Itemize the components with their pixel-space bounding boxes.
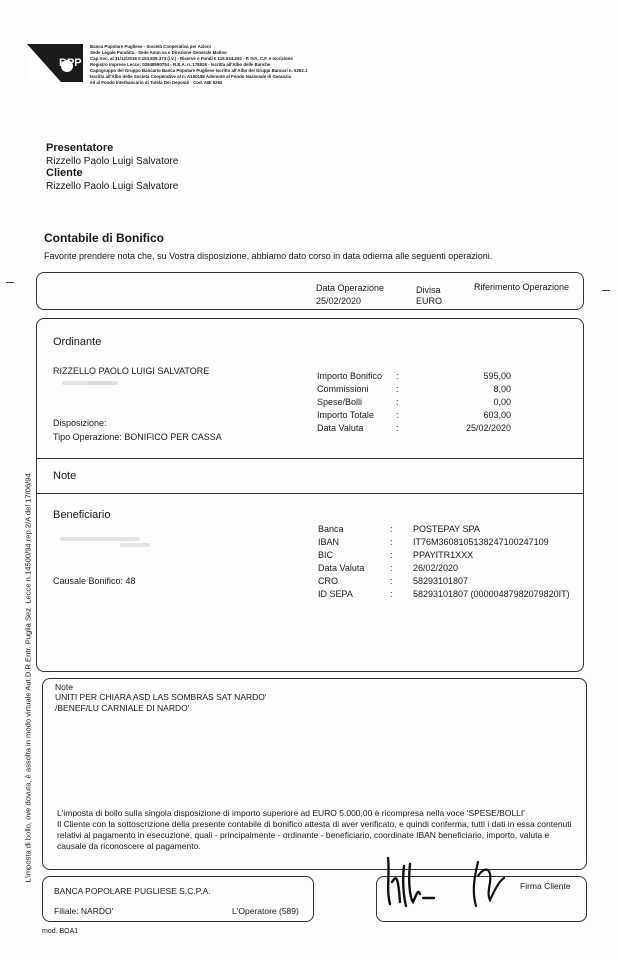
colon-separator: :	[396, 397, 399, 407]
presentatore-name: Rizzello Paolo Luigi Salvatore	[46, 156, 179, 167]
detail-label: Banca	[318, 524, 344, 534]
note-box-label: Note	[55, 682, 73, 692]
amount-value: 8,00	[493, 384, 511, 394]
ordinante-name: RIZZELLO PAOLO LUIGI SALVATORE	[53, 366, 210, 376]
amount-label: Commissioni	[317, 384, 369, 394]
colon-separator: :	[390, 537, 393, 547]
amount-label: Spese/Bolli	[317, 397, 363, 407]
data-operazione-value: 25/02/2020	[316, 296, 362, 306]
note-label: Note	[53, 470, 77, 482]
legal-line: Registro Imprese Lecce: 02848590754 - R.E.A. n. 178926 - Iscritta all'Albo delle Banche	[90, 62, 271, 67]
riferimento-label: Riferimento Operazione	[474, 282, 570, 292]
amount-label: Importo Bonifico	[317, 371, 383, 381]
legal-line: Sede Legale Parabita - Sede Amm.va e Direzione Generale Matino	[90, 50, 227, 55]
footer-filiale: Filiale: NARDO'	[54, 906, 114, 916]
amount-label: Data Valuta	[317, 423, 364, 433]
divider-note-beneficiario	[37, 493, 583, 494]
legal-line: Cap.Soc. al 31/12/2018 € 154.829.373 (i.v.) - Riserve e Fondi € 116.534.204 - P. IVA, C.F. e Iscrizione	[90, 56, 293, 61]
beneficiario-heading: Beneficiario	[53, 509, 111, 521]
cliente-label: Cliente	[46, 167, 83, 179]
logo-text: BPP	[59, 57, 82, 69]
cliente-declaration: Il Cliente con la sottoscrizione della presente contabile di bonifico attesta di aver verificato, e quindi conferma, tutti i dati in essa contenuti relativi al pagamento in esecuzione, quali - principalmente - ordinante - beneficiario, coordinate IBAN beneficiario, importo, valuta e causale da riconoscere al pagamento.	[57, 819, 572, 851]
colon-separator: :	[396, 410, 399, 420]
detail-label: Data Valuta	[318, 563, 365, 573]
amount-value: 603,00	[483, 410, 511, 420]
legal-line: Iscritta all'Albo delle Società Cooperative al n. A160188 Aderente al Fondo Nazionale di Garanzia	[90, 74, 292, 79]
margin-mark-left	[6, 282, 14, 283]
detail-value: 58293101807	[413, 576, 469, 586]
ordinante-heading: Ordinante	[53, 336, 102, 348]
cliente-name: Rizzello Paolo Luigi Salvatore	[46, 181, 179, 192]
detail-value: 58293101807 (00000487982079820IT)	[413, 589, 570, 599]
colon-separator: :	[390, 563, 393, 573]
colon-separator: :	[390, 576, 393, 586]
amount-label: Importo Totale	[317, 410, 374, 420]
intro-text: Favorite prendere nota che, su Vostra disposizione, abbiamo dato corso in data odierna alle seguenti operazioni.	[44, 251, 493, 261]
legal-line: Capogruppo del Gruppo Bancario Banca Popolare Pugliese Iscritto all'Albo dei Gruppi Bancari n. 5262.1	[90, 68, 308, 73]
redacted-beneficiary-2	[120, 543, 150, 547]
detail-label: IBAN	[318, 537, 340, 547]
note-line-1: UNITI PER CHIARA ASD LAS SOMBRAS SAT NARDO'	[55, 692, 267, 702]
divisa-label: Divisa	[416, 285, 441, 295]
bank-legal-info	[90, 44, 310, 86]
data-operazione-label: Data Operazione	[316, 283, 385, 293]
firma-cliente-label: Firma Cliente	[520, 881, 571, 891]
detail-label: CRO	[318, 576, 338, 586]
colon-separator: :	[390, 524, 393, 534]
side-stamp-text: L'imposta di bollo, ove dovuta, è assolta in modo virtuale Aut.D.R.Entr. Puglia Sez. Lecce n.14500/94 rep.2/A del 17/06/94	[23, 473, 33, 883]
colon-separator: :	[396, 384, 399, 394]
disposizione-label: Disposizione:	[53, 418, 107, 428]
modulo-code: mod. BOA1	[42, 928, 79, 935]
bank-logo	[27, 44, 83, 82]
detail-value: POSTEPAY SPA	[413, 524, 480, 534]
divider-ordinante-note	[37, 458, 583, 459]
detail-label: BIC	[318, 550, 334, 560]
detail-value: PPAYITR1XXX	[413, 550, 474, 560]
legal-line: ed al Fondo Interbancario di Tutela Dei Depositi - Cod. ABI 5262	[90, 80, 223, 85]
divisa-value: EURO	[416, 296, 443, 306]
amount-value: 25/02/2020	[465, 423, 511, 433]
footer-operatore: L'Operatore (589)	[232, 906, 299, 916]
tipo-operazione: Tipo Operazione: BONIFICO PER CASSA	[53, 432, 222, 442]
detail-label: ID SEPA	[318, 589, 353, 599]
redacted-address-2	[88, 381, 118, 385]
redacted-beneficiary	[60, 537, 140, 541]
colon-separator: :	[390, 589, 393, 599]
colon-separator: :	[390, 550, 393, 560]
document-title: Contabile di Bonifico	[44, 231, 164, 245]
legal-line: Banca Popolare Pugliese - Società Cooperativa per Azioni	[90, 44, 211, 49]
colon-separator: :	[396, 371, 399, 381]
detail-value: 26/02/2020	[413, 563, 459, 573]
client-signature	[378, 852, 518, 912]
colon-separator: :	[396, 423, 399, 433]
amount-value: 0,00	[493, 397, 511, 407]
presentatore-label: Presentatore	[46, 142, 114, 154]
footer-bank-name: BANCA POPOLARE PUGLIESE S.C.P.A.	[54, 886, 211, 896]
detail-value: IT76M3608105138247100247109	[413, 537, 549, 547]
bollo-text: L'imposta di bollo sulla singola disposizione di importo superiore ad EURO 5.000,00 è ricompresa nella voce 'SPESE/BOLLI'	[57, 808, 525, 818]
amount-value: 595,00	[483, 371, 511, 381]
note-line-2: /BENEF/LU CARNIALE DI NARDO'	[55, 703, 190, 713]
margin-mark-right	[602, 290, 610, 291]
causale-bonifico: Causale Bonifico: 48	[53, 576, 136, 586]
